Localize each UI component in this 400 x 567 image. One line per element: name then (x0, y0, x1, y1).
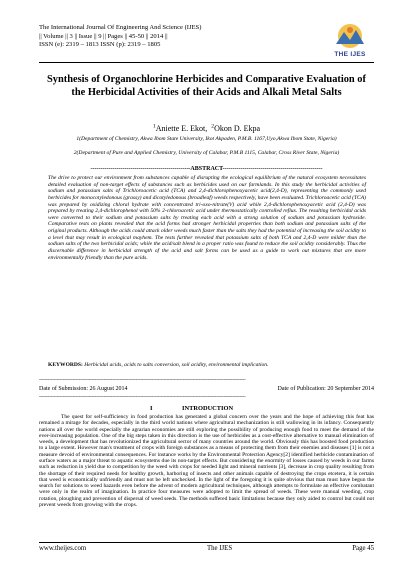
journal-name: The International Journal Of Engineering And Science (IJES) (39, 24, 202, 31)
author-line (39, 124, 374, 133)
journal-header (39, 24, 324, 50)
issn: ISSN (e): 2319 – 1813 ISSN (p): 2319 – 1805 (39, 41, 161, 49)
section-number: I (150, 405, 153, 412)
abstract-text: The drive to protect our environment from substances capable of disrupting the ecological equilibrium of the natural ecosystem necessitates detailed evaluation of non-target effects of substances such as herbicides used on our farmlands. In this study the herbicidal activities of sodium and potassium salts of Trichloroacetic acid (TCA) and 2,4-dichlorophenoxyacetic acid(2,4-D), representing the commonly used herbicides for monocotyledonous (grassy) and dicotyledonous (broadleaf) weeds respectively, have been evaluated. Trichloroacetic acid (TCA) was prepared by oxidizing chloral hydrate with concentrated tri-oxo-nitrate(V) acid while 2,4-dichlorophenoxyacetic acid (2,4-D) was prepared by treating 2,4-dichlorophenol with 50% 2-chloroacetic acid under thermostatically controlled reflux. The resulting herbicidal acids were converted to their sodium and potassium salts by treating each acid with a strong solution of sodium and potassium hydroxide. Comparative tests on plants revealed that the acid forms had stronger herbicidal properties than both sodium and potassium salts of the original products. Although the acids could attack older weeds much faster than the salts they had the potential of increasing the soil acidity to a level that may result in ecological mayhem. The tests further revealed that potassium salts of both TCA and 2,4-D were milder than the sodium salts of the two herbicidal acids; while the acid/salt blend in a proper ratio was found to reduce the soil acidity considerably. Thus the discernable difference in herbicidal strength of the acid and salt forms can be used as a guide to work out mixtures that are more environmentally friendly than the pure acids. (48, 175, 366, 261)
author1-marker: 1 (152, 123, 156, 130)
separator-dashes-top: --------------------------------------------------------------------------------------------------------------------------------------------- (39, 378, 246, 383)
keywords-text: Herbicidal acids, acids to salts conversion, soil acidity, environmental implication. (84, 362, 269, 368)
logo-text: THE IJES (334, 51, 366, 58)
affiliation-1: 1(Department of Chemistry, Akwa Ibom State University, Ikot Akpaden, P.M.B. 1167,Uyo,Akwa Ibom State, Nigeria) (76, 136, 337, 142)
author-1: Aniette E. Ekot, (155, 124, 208, 133)
abstract-heading: --------------------------------------------------ABSTRACT-------------------------------------------------- (90, 166, 323, 172)
section-title: INTRODUCTION (182, 405, 234, 412)
footer-journal: The IJES (207, 545, 233, 552)
journal-logo (330, 22, 370, 60)
submission-date: Date of Submission: 26 August 2014 (39, 386, 128, 392)
introduction-paragraph: The quest for self-sufficiency in food production has generated a global concern over the years and the hope of achieving this feat has remained a mirage for decades, especially in the third world nations where agricultural mechanization is still wallowing in its infancy. Consequently nations all over the world especially the agrarian economies are still exploring the possibility of producing enough food to meet the demand of the ever-increasing population. One of the big steps taken in this direction is the use of herbicides as a cost-effective alternative to manual elimination of weeds, a development that has revolutionized the agricultural sector of many countries around the world. Obviously this has boosted food production to a large extent. However man's treatment of crops with foreign substances as a means of protecting them from their enemies and diseases [1] is not a measure devoid of environmental consequences. For instance works by the Environmental Protection Agency[2] identified herbicide contamination of surface waters as a major threat to aquatic ecosystems due its non-target effects. But considering the enormity of losses caused by weeds in our farms such as reduction in yield due to competition by the weed with crops for needed light and mineral nutrients [3], decrease in crop quality resulting from the shortage of their required needs for healthy growth, harboring of insects and other animals capable of destroying the crops etcetera, it is certain that weed is economically unfriendly and must not be left unchecked. In the light of the foregoing it is quite obvious that man must have begun the search for solutions to weed hazards even before the advent of modern agricultural techniques, although attempts to formulate an effective combatant were only in the realm of imagination. In practice four measures were adopted to limit the spread of weeds. These were manual weeding, crop rotation, ploughing and prevention of dispersal of weed seeds. The methods suffered basic limitations because they only aided to control but could not prevent weeds from growing with the crops. (39, 414, 374, 508)
keywords (48, 362, 366, 369)
separator-dashes-bottom: --------------------------------------------------------------------------------------------------------------------------------------------- (39, 395, 246, 400)
footer-website: www.theijes.com (39, 545, 87, 552)
footer-rule (39, 542, 374, 543)
header-rule (39, 62, 374, 63)
logo-emblem-icon (330, 22, 370, 52)
affiliation-2: 2(Department of Pure and Applied Chemistry, University of Calabar, P.M.B 1115, Calabar, Cross River State, Nigeria) (73, 150, 340, 156)
author2-marker: 2 (211, 123, 215, 130)
page-footer (39, 545, 374, 552)
author-2: Okon D. Ekpa (214, 124, 261, 133)
page-number: Page 45 (352, 545, 374, 552)
introduction-text (39, 414, 374, 508)
publication-date: Date of Publication: 20 September 2014 (277, 386, 374, 392)
paper-title: Synthesis of Organochlorine Herbicides and Comparative Evaluation of the Herbicidal Activities of their Acids and Alkali Metal Salts (47, 74, 366, 98)
dates-row (39, 386, 374, 392)
keywords-label: KEYWORDS: (48, 362, 83, 368)
volume-issue: || Volume || 3 || Issue || 9 || Pages || 45-50 || 2014 || (39, 32, 168, 40)
